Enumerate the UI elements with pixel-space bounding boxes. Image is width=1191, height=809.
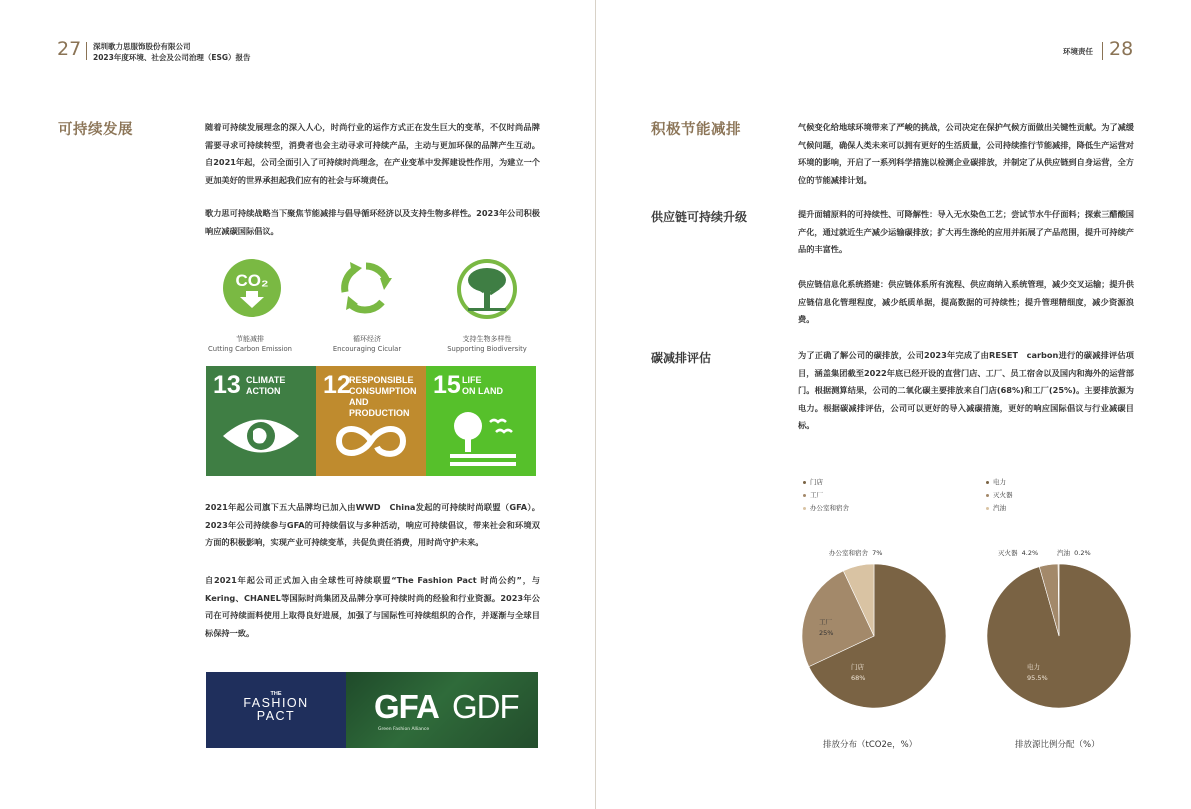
legend-item — [986, 503, 1006, 512]
infinity-icon — [331, 421, 411, 461]
sdg-title — [462, 375, 503, 397]
paragraph-fashion-pact: 自2021年起公司正式加入由全球性可持续联盟“The Fashion Pact 时尚公约”，与Kering、CHANEL等国际时尚集团及品牌分享可持续时尚的经验和行业资源。2023年公司在可持续面料使用上取得良好进展，加强了与国际性可持续组织的合作，并逐渐与全球目标保持一致。 — [205, 575, 540, 638]
page-spine — [595, 0, 596, 809]
paragraph-carbon-assessment: 为了正确了解公司的碳排放，公司2023年完成了由RESET carbon进行的碳减排评估项目，涵盖集团截至2022年底已经开设的直营门店、工厂、员工宿舍以及国内和海外的运营部门。根据测算结果，公司的二氧化碳主要排放来自门店(68%)和工厂(25%)。主要排放源为电力。根据碳减排评估，公司可以更好的导入减碳措施，更好的响应国际倡议与行业减碳目标。 — [798, 350, 1134, 430]
header-company-report — [93, 41, 251, 63]
right-page-number: 28 — [1109, 38, 1134, 60]
legend-label: 办公室和宿舍 — [810, 504, 849, 512]
sdg-title-text: CLIMATE ACTION — [246, 375, 286, 396]
pie-label-store — [851, 662, 865, 684]
header-divider-right — [1102, 42, 1103, 60]
legend-label: 灭火器 — [993, 491, 1013, 499]
icon-label-biodiversity-en: Supporting Biodiversity — [447, 345, 527, 353]
right-page — [597, 0, 1191, 809]
sdg-title — [246, 375, 285, 397]
sdg-number: 12 — [323, 371, 351, 399]
gfa-gdf-logo — [346, 672, 538, 748]
chart-caption-source: 排放源比例分配（%） — [1015, 740, 1100, 750]
sdg-number: 15 — [433, 371, 461, 399]
pie-label-factory — [819, 617, 833, 639]
sdg-13-climate-action — [206, 366, 316, 476]
fashion-pact-logo — [206, 672, 346, 748]
pie-label-name: 汽油 — [1057, 549, 1070, 557]
subsection-title-carbon-assessment: 碳减排评估 — [651, 351, 712, 365]
left-page — [0, 0, 595, 809]
sdg-12-responsible-consumption — [316, 366, 426, 476]
legend-item — [986, 490, 1013, 499]
header-divider — [86, 42, 87, 60]
header-company: 深圳歌力思服饰股份有限公司 — [93, 42, 191, 51]
icon-label-carbon-en: Cutting Carbon Emission — [208, 345, 292, 353]
sdg-title-text: RESPONSIBLE CONSUMPTION AND PRODUCTION — [349, 375, 417, 418]
paragraph-strategy: 歌力思可持续战略当下聚焦节能减排与倡导循环经济以及支持生物多样性。2023年公司积极响应减碳国际倡议。 — [205, 208, 540, 236]
legend-item — [803, 477, 823, 486]
icon-label-circular — [307, 334, 427, 354]
pie-label-value: 7% — [872, 549, 883, 557]
gfa-logo-text: GFA — [374, 688, 439, 725]
fashion-pact-the: THE — [270, 691, 282, 697]
legend-label: 门店 — [810, 478, 823, 486]
pie-label-name: 办公室和宿舍 — [829, 549, 868, 557]
section-title-sustainability: 可持续发展 — [58, 122, 133, 138]
legend-item — [803, 490, 823, 499]
paragraph-energy-intro: 气候变化给地球环境带来了严峻的挑战，公司决定在保护气候方面做出关键性贡献。为了减缓气候问题，确保人类未来可以拥有更好的生活质量，公司持续推行节能减排，降低生产运营对环境的影响，开启了一系列科学措施以检测企业碳排放，并制定了从供应链到自身运营，全方位的节能减排计划。 — [798, 122, 1134, 185]
recycle-icon — [336, 258, 396, 318]
pie-label-extinguisher — [998, 548, 1038, 559]
pie-label-value: 0.2% — [1074, 549, 1091, 557]
pie-label-name: 工厂 — [819, 618, 832, 626]
pie-label-name: 门店 — [851, 663, 864, 671]
sdg-15-life-on-land — [426, 366, 536, 476]
pie-label-value: 68% — [851, 674, 866, 682]
icon-label-carbon-cn: 节能减排 — [236, 335, 264, 343]
header-section: 环境责任 — [1063, 47, 1093, 56]
co2-glyph: CO₂ — [235, 271, 269, 290]
pie-label-name: 电力 — [1027, 663, 1040, 671]
pie-label-office — [829, 548, 882, 559]
paragraph-supply-chain-materials: 提升面辅原料的可持续性、可降解性：导入无水染色工艺；尝试节水牛仔面料；探索三醋酸国产化，通过就近生产减少运输碳排放；扩大再生涤纶的应用并拓展了产品范围，提升可持续产品的丰富性。 — [798, 209, 1134, 254]
left-page-number: 27 — [57, 38, 82, 60]
icon-label-circular-cn: 循环经济 — [353, 335, 381, 343]
pie-label-electricity — [1027, 662, 1048, 684]
legend-item — [803, 503, 849, 512]
sdg-title-text: LIFE ON LAND — [462, 375, 503, 396]
sdg-number: 13 — [213, 371, 241, 399]
icon-label-circular-en: Encouraging Cicular — [332, 345, 402, 353]
fashion-pact-word2: PACT — [256, 709, 296, 723]
sdg-title — [349, 375, 426, 419]
pie-label-name: 灭火器 — [998, 549, 1018, 557]
eye-icon — [221, 411, 301, 461]
tree-birds-icon — [446, 408, 521, 470]
chart-caption-distribution: 排放分布（tCO2e，%） — [823, 740, 918, 750]
paragraph-gfa: 2021年起公司旗下五大品牌均已加入由WWD China发起的可持续时尚联盟（GFA）。2023年公司持续参与GFA的可持续倡议与多种活动，响应可持续倡议，带来社会和环境双方面的积极影响，实现产业可持续变革，共促负责任消费，用时尚守护未来。 — [205, 502, 540, 547]
paragraph-supply-chain-system: 供应链信息化系统搭建：供应链体系所有流程、供应商纳入系统管理，减少交叉运输；提升供应链信息化管理程度，减少纸质单据，提高数据的可持续性；提升管理精细度，减少资源浪费。 — [798, 279, 1134, 324]
pie-chart-emission-source — [986, 563, 1132, 709]
co2-icon — [222, 258, 282, 318]
pie-label-value: 4.2% — [1021, 549, 1039, 557]
gdf-logo-text: GDF — [452, 688, 519, 725]
paragraph-sustainability-intro: 随着可持续发展理念的深入人心，时尚行业的运作方式正在发生巨大的变革，不仅时尚品牌需要寻求可持续转型，消费者也会主动寻求可持续产品，主动与更加环保的品牌产生互动。自2021年起，公司全面引入了可持续时尚理念，在产业变革中发挥建设性作用，为建立一个更加美好的世界承担起我们应有的社会与环境责任。 — [205, 122, 540, 185]
subsection-title-supply-chain: 供应链可持续升级 — [651, 210, 748, 224]
section-title-energy: 积极节能减排 — [651, 122, 741, 138]
legend-label: 电力 — [993, 478, 1006, 486]
legend-label: 工厂 — [810, 491, 823, 499]
icon-label-biodiversity-cn: 支持生物多样性 — [462, 335, 512, 343]
pie-label-value: 95.5% — [1027, 674, 1048, 682]
pie-label-value: 25% — [819, 629, 834, 637]
fashion-pact-word1: FASHION — [243, 696, 309, 710]
icon-label-biodiversity — [427, 334, 547, 354]
legend-item — [986, 477, 1006, 486]
legend-label: 汽油 — [993, 504, 1006, 512]
header-report: 2023年度环境、社会及公司治理（ESG）报告 — [93, 53, 251, 62]
pie-label-gasoline — [1057, 548, 1091, 559]
gfa-logo-subtitle: Green Fashion Alliance — [378, 727, 430, 732]
tree-icon — [456, 258, 518, 320]
icon-label-carbon — [190, 334, 310, 354]
